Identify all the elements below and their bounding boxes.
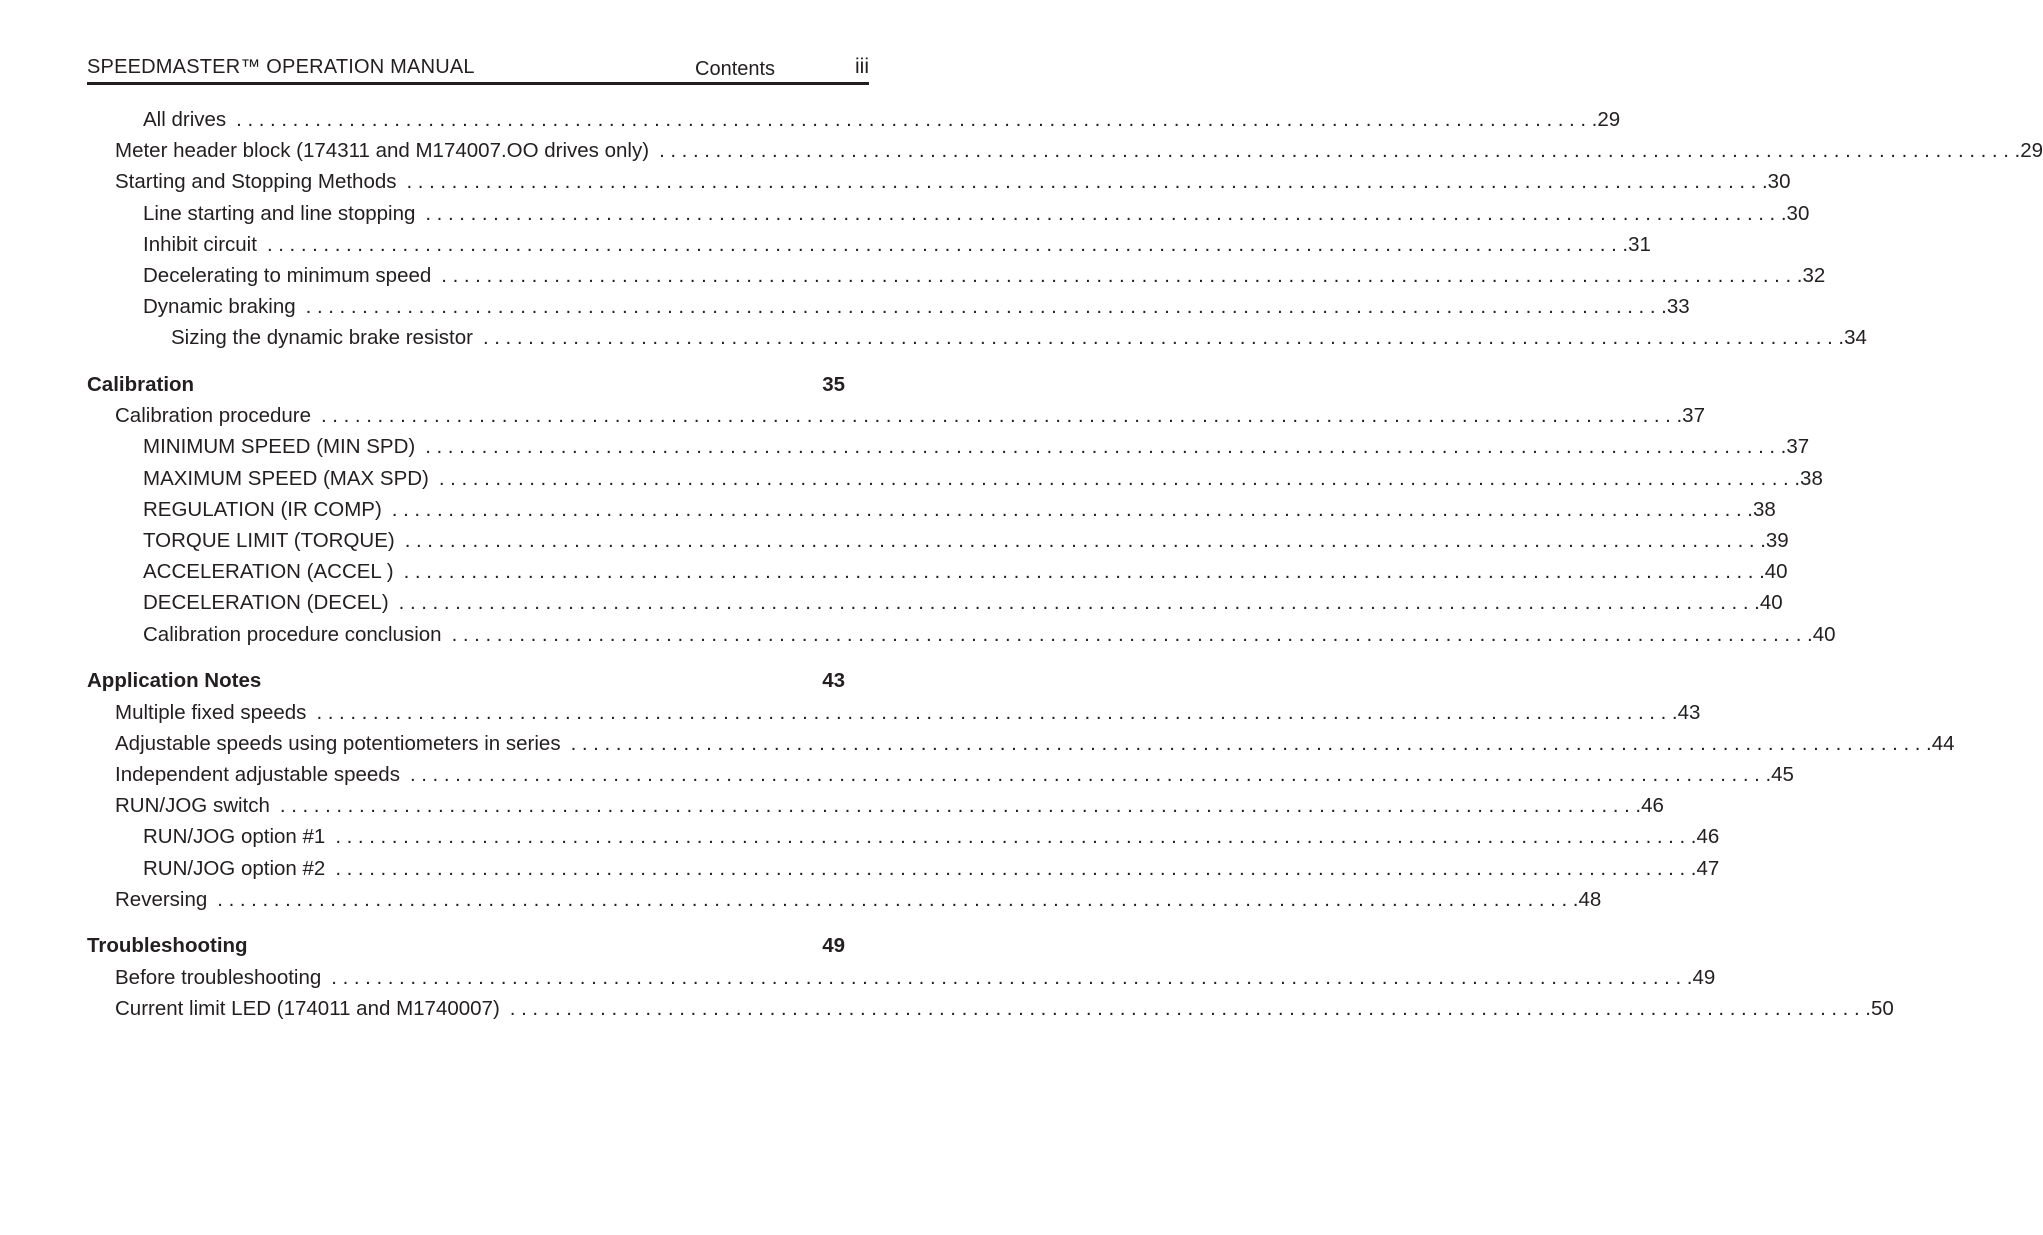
dot-leader: ........................................................................................................................ bbox=[406, 170, 1762, 194]
toc-entry-page: .38 bbox=[1747, 497, 1776, 521]
toc-entry-page: .48 bbox=[1572, 887, 1602, 911]
manual-title: SPEEDMASTER™ OPERATION MANUAL bbox=[87, 56, 475, 78]
toc-entry[interactable] bbox=[87, 295, 1690, 326]
chapter-page: 43 bbox=[822, 669, 845, 693]
section-gap bbox=[87, 919, 845, 935]
dot-leader: ........................................................................................................................ bbox=[266, 232, 1623, 256]
toc-entry-page: .43 bbox=[1671, 700, 1701, 724]
toc-entry-page: .31 bbox=[1622, 232, 1651, 256]
dot-leader: ........................................................................................................................ bbox=[391, 497, 1748, 521]
toc-entry-label: Calibration procedure conclusion bbox=[143, 622, 442, 646]
toc-entry[interactable] bbox=[87, 170, 1791, 201]
toc-entry[interactable] bbox=[87, 497, 1776, 529]
section-name: Contents bbox=[695, 58, 776, 80]
dot-leader: ........................................................................................................................ bbox=[570, 731, 1927, 755]
toc-entry-label: RUN/JOG option #1 bbox=[143, 825, 326, 849]
toc-entry[interactable] bbox=[87, 965, 1716, 997]
toc-entry[interactable] bbox=[87, 139, 2043, 170]
toc-entry-label: DECELERATION (DECEL) bbox=[143, 591, 389, 615]
toc-entry-page: .40 bbox=[1807, 622, 1836, 646]
toc-entry-page: .29 bbox=[2014, 139, 2043, 163]
toc-entry-label: RUN/JOG switch bbox=[115, 794, 270, 818]
toc-entry-page: .37 bbox=[1676, 404, 1705, 428]
dot-leader: ........................................................................................................................ bbox=[425, 201, 1781, 225]
dot-leader: ........................................................................................................................ bbox=[305, 295, 1662, 319]
toc-entry[interactable] bbox=[87, 560, 1788, 591]
toc-entry-label: Meter header block (174311 and M174007.OO drives only) bbox=[115, 139, 650, 163]
toc-entry-page: .47 bbox=[1690, 856, 1720, 880]
table-of-contents bbox=[87, 108, 2043, 1028]
toc-entry-label: Reversing bbox=[115, 887, 208, 911]
dot-leader: ........................................................................................................................ bbox=[331, 965, 1687, 989]
running-header bbox=[87, 54, 869, 85]
toc-entry-page: .40 bbox=[1759, 560, 1788, 584]
dot-leader: ........................................................................................................................ bbox=[316, 700, 1672, 724]
toc-entry[interactable] bbox=[87, 856, 1720, 888]
toc-entry-page: .33 bbox=[1661, 295, 1690, 319]
dot-leader: ........................................................................................................................ bbox=[217, 887, 1573, 911]
toc-entry[interactable] bbox=[87, 794, 1664, 825]
toc-entry[interactable] bbox=[87, 201, 1810, 233]
chapter-page: 49 bbox=[822, 934, 845, 958]
dot-leader: ........................................................................................................................ bbox=[335, 856, 1691, 880]
chapter-title: Calibration bbox=[87, 373, 195, 397]
dot-leader: ........................................................................................................................ bbox=[404, 529, 1761, 553]
toc-entry-label: RUN/JOG option #2 bbox=[143, 856, 326, 880]
toc-entry-page: .46 bbox=[1690, 825, 1720, 849]
toc-entry[interactable] bbox=[87, 622, 1836, 654]
dot-leader: ........................................................................................................................ bbox=[482, 326, 1839, 350]
toc-entry-page: .38 bbox=[1794, 466, 1823, 490]
toc-entry[interactable] bbox=[87, 591, 1783, 622]
toc-entry[interactable] bbox=[87, 404, 1705, 435]
toc-entry-label: Decelerating to minimum speed bbox=[143, 263, 432, 287]
toc-entry-page: .49 bbox=[1686, 965, 1716, 989]
toc-chapter-troubleshooting[interactable] bbox=[87, 934, 845, 965]
toc-entry[interactable] bbox=[87, 466, 1823, 498]
toc-entry-label: All drives bbox=[143, 108, 227, 131]
dot-leader: ........................................................................................................................ bbox=[279, 794, 1636, 818]
toc-entry-page: .50 bbox=[1865, 996, 1894, 1020]
section-gap bbox=[87, 654, 845, 670]
toc-entry-label: REGULATION (IR COMP) bbox=[143, 497, 382, 521]
toc-entry-page: .30 bbox=[1780, 201, 1810, 225]
toc-entry-label: TORQUE LIMIT (TORQUE) bbox=[143, 529, 395, 553]
section-gap bbox=[87, 358, 845, 374]
toc-entry[interactable] bbox=[87, 108, 1621, 139]
dot-leader: ........................................................................................................................ bbox=[236, 108, 1592, 131]
toc-entry-label: ACCELERATION (ACCEL ) bbox=[143, 560, 394, 584]
toc-entry-label: Line starting and line stopping bbox=[143, 201, 416, 225]
dot-leader: ........................................................................................................................ bbox=[441, 263, 1797, 287]
toc-entry-label: Independent adjustable speeds bbox=[115, 762, 400, 786]
toc-entry-page: .44 bbox=[1926, 731, 1955, 755]
toc-entry[interactable] bbox=[87, 996, 1894, 1028]
chapter-title: Troubleshooting bbox=[87, 934, 248, 958]
toc-entry-page: .34 bbox=[1838, 326, 1867, 350]
toc-entry-label: MAXIMUM SPEED (MAX SPD) bbox=[143, 466, 429, 490]
chapter-title: Application Notes bbox=[87, 669, 262, 693]
toc-entry[interactable] bbox=[87, 887, 1602, 919]
toc-entry-label: Inhibit circuit bbox=[143, 232, 257, 256]
toc-entry-page: .32 bbox=[1796, 263, 1826, 287]
dot-leader: ........................................................................................................................ bbox=[335, 825, 1691, 849]
dot-leader: ........................................................................................................................ bbox=[451, 622, 1808, 646]
toc-entry[interactable] bbox=[87, 825, 1720, 856]
toc-entry-label: Adjustable speeds using potentiometers in series bbox=[115, 731, 561, 755]
toc-entry-page: .40 bbox=[1754, 591, 1783, 615]
dot-leader: ........................................................................................................................ bbox=[409, 762, 1766, 786]
dot-leader: ........................................................................................................................ bbox=[438, 466, 1795, 490]
toc-entry-page: .45 bbox=[1765, 762, 1794, 786]
toc-entry[interactable] bbox=[87, 529, 1789, 560]
toc-entry-page: .39 bbox=[1760, 529, 1789, 553]
toc-entry-label: Before troubleshooting bbox=[115, 965, 322, 989]
toc-entry[interactable] bbox=[87, 435, 1810, 466]
toc-entry-page: .30 bbox=[1761, 170, 1791, 194]
toc-entry[interactable] bbox=[87, 700, 1701, 732]
toc-entry[interactable] bbox=[87, 762, 1794, 794]
toc-entry-label: Calibration procedure bbox=[115, 404, 312, 428]
chapter-page: 35 bbox=[822, 373, 845, 397]
toc-entry[interactable] bbox=[87, 326, 1867, 357]
dot-leader: ........................................................................................................................ bbox=[403, 560, 1760, 584]
dot-leader: ........................................................................................................................ bbox=[659, 139, 2015, 163]
dot-leader: ........................................................................................................................ bbox=[321, 404, 1677, 428]
dot-leader: ........................................................................................................................ bbox=[398, 591, 1755, 615]
toc-entry[interactable] bbox=[87, 731, 1955, 763]
toc-entry-label: Current limit LED (174011 and M1740007) bbox=[115, 996, 500, 1020]
toc-entry-label: Sizing the dynamic brake resistor bbox=[171, 326, 473, 350]
toc-entry-page: .46 bbox=[1635, 794, 1664, 818]
toc-chapter-calibration[interactable] bbox=[87, 373, 845, 404]
toc-entry[interactable] bbox=[87, 263, 1826, 295]
toc-entry[interactable] bbox=[87, 232, 1651, 264]
toc-chapter-application-notes[interactable] bbox=[87, 669, 845, 700]
page-number: iii bbox=[855, 55, 869, 78]
toc-entry-label: Multiple fixed speeds bbox=[115, 700, 307, 724]
dot-leader: ........................................................................................................................ bbox=[425, 435, 1781, 459]
dot-leader: ........................................................................................................................ bbox=[509, 996, 1866, 1020]
toc-entry-label: Starting and Stopping Methods bbox=[115, 170, 397, 194]
toc-entry-page: .37 bbox=[1780, 435, 1810, 459]
toc-entry-page: .29 bbox=[1591, 108, 1621, 131]
toc-entry-label: MINIMUM SPEED (MIN SPD) bbox=[143, 435, 416, 459]
toc-entry-label: Dynamic braking bbox=[143, 295, 296, 319]
